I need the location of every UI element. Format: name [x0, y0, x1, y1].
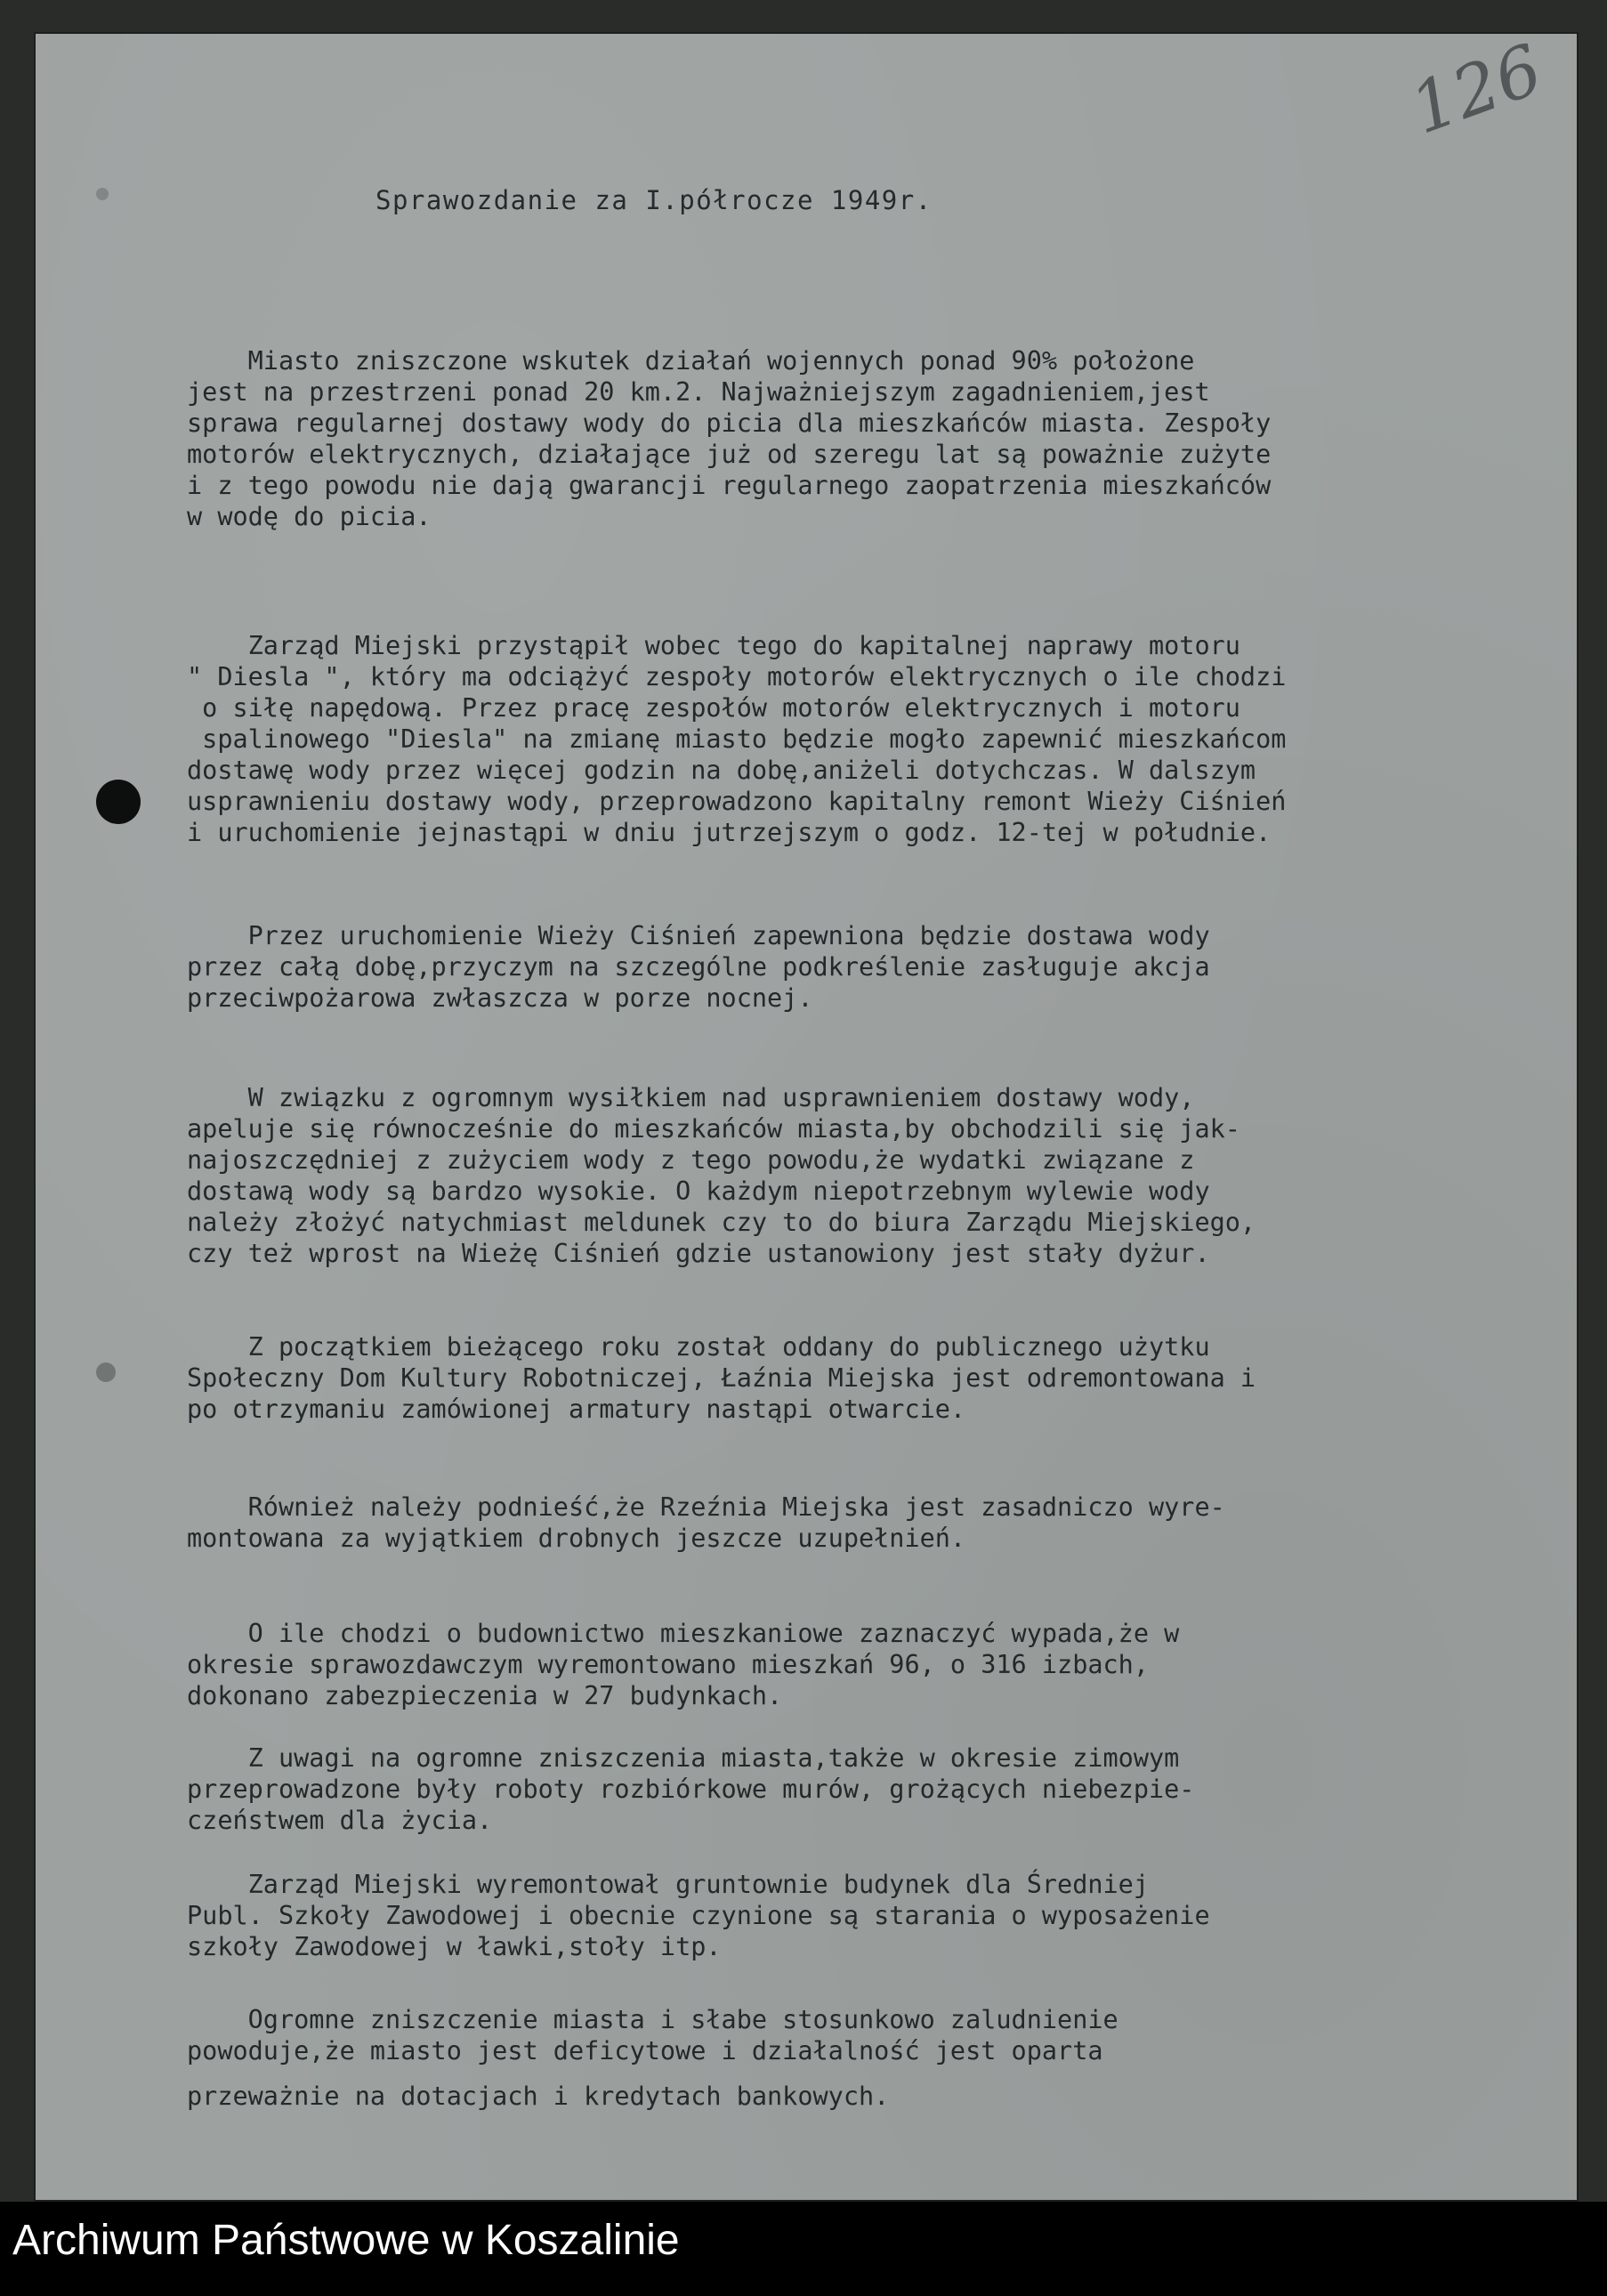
text-line: sprawa regularnej dostawy wody do picia dla mieszkańców miasta. Zespoły — [187, 408, 1272, 438]
handwritten-page-number: 126 — [1401, 29, 1553, 150]
text-line: przeprowadzone były roboty rozbiórkowe murów, grożących niebezpie- — [187, 1775, 1195, 1804]
text-line: okresie sprawozdawczym wyremontowano mieszkań 96, o 316 izbach, — [187, 1650, 1149, 1679]
text-line: czeństwem dla życia. — [187, 1806, 493, 1835]
paragraph-1 — [187, 345, 1553, 532]
text-line: szkoły Zawodowej w ławki,stoły itp. — [187, 1932, 722, 1961]
document-title: Sprawozdanie za I.półrocze 1949r. — [376, 185, 933, 215]
text-line: Ogromne zniszczenie miasta i słabe stosunkowo zaludnienie — [187, 2005, 1118, 2034]
text-line: dokonano zabezpieczenia w 27 budynkach. — [187, 1681, 783, 1710]
binder-hole-lower — [96, 1362, 116, 1382]
paragraph-7 — [187, 1618, 1553, 1711]
text-line: przez całą dobę,przyczym na szczególne podkreślenie zasługuje akcja — [187, 952, 1210, 982]
text-line: Przez uruchomienie Wieży Ciśnień zapewniona będzie dostawa wody — [187, 921, 1210, 950]
text-line: Zarząd Miejski przystąpił wobec tego do kapitalnej naprawy motoru — [187, 631, 1240, 660]
paragraph-5 — [187, 1331, 1553, 1425]
binder-hole-middle — [96, 780, 141, 824]
text-line: motorów elektrycznych, działające już od szeregu lat są poważnie zużyte — [187, 440, 1272, 469]
text-line: najoszczędniej z zużyciem wody z tego powodu,że wydatki związane z — [187, 1145, 1195, 1175]
text-line: jest na przestrzeni ponad 20 km.2. Najważniejszym zagadnieniem,jest — [187, 377, 1210, 407]
paragraph-3 — [187, 920, 1553, 1014]
text-line: O ile chodzi o budownictwo mieszkaniowe zaznaczyć wypada,że w — [187, 1619, 1180, 1648]
text-line: spalinowego "Diesla" na zmianę miasto będzie mogło zapewnić mieszkańcom — [187, 724, 1287, 754]
archive-name: Archiwum Państwowe w Koszalinie — [12, 2217, 680, 2264]
text-line: montowana za wyjątkiem drobnych jeszcze uzupełnień. — [187, 1524, 966, 1553]
text-line: Miasto zniszczone wskutek działań wojennych ponad 90% położone — [187, 346, 1195, 376]
text-line: przeciwpożarowa zwłaszcza w porze nocnej. — [187, 983, 813, 1013]
text-line: usprawnieniu dostawy wody, przeprowadzono kapitalny remont Wieży Ciśnień — [187, 787, 1287, 816]
text-line: Publ. Szkoły Zawodowej i obecnie czynione są starania o wyposażenie — [187, 1901, 1210, 1930]
paragraph-6 — [187, 1492, 1553, 1554]
text-line: czy też wprost na Wieżę Ciśnień gdzie ustanowiony jest stały dyżur. — [187, 1239, 1210, 1268]
paragraph-10 — [187, 2004, 1553, 2066]
text-line: Z uwagi na ogromne zniszczenia miasta,także w okresie zimowym — [187, 1743, 1180, 1773]
text-line: Społeczny Dom Kultury Robotniczej, Łaźnia Miejska jest odremontowana i — [187, 1363, 1256, 1393]
paragraph-2 — [187, 630, 1553, 848]
text-line: i z tego powodu nie dają gwarancji regularnego zaopatrzenia mieszkańców — [187, 471, 1272, 500]
text-line: powoduje,że miasto jest deficytowe i działalność jest oparta — [187, 2036, 1103, 2066]
text-line: Z początkiem bieżącego roku został oddany do publicznego użytku — [187, 1332, 1210, 1362]
text-line: Również należy podnieść,że Rzeźnia Miejska jest zasadniczo wyre- — [187, 1492, 1225, 1522]
paragraph-8 — [187, 1742, 1553, 1836]
text-line: Zarząd Miejski wyremontował gruntownie budynek dla Średniej — [187, 1870, 1149, 1899]
text-line: dostawę wody przez więcej godzin na dobę,aniżeli dotychczas. W dalszym — [187, 756, 1256, 785]
text-line: należy złożyć natychmiast meldunek czy to do biura Zarządu Miejskiego, — [187, 1208, 1256, 1237]
binder-hole-top — [96, 188, 109, 200]
text-line: W związku z ogromnym wysiłkiem nad usprawnieniem dostawy wody, — [187, 1083, 1195, 1112]
text-line: przeważnie na dotacjach i kredytach bankowych. — [187, 2082, 890, 2111]
paragraph-11 — [187, 2081, 1553, 2112]
text-line: o siłę napędową. Przez pracę zespołów motorów elektrycznych i motoru — [187, 693, 1240, 723]
text-line: " Diesla ", który ma odciążyć zespoły motorów elektrycznych o ile chodzi — [187, 662, 1287, 691]
paragraph-9 — [187, 1869, 1553, 1962]
text-line: w wodę do picia. — [187, 502, 432, 531]
text-line: i uruchomienie jejnastąpi w dniu jutrzejszym o godz. 12-tej w południe. — [187, 818, 1272, 847]
text-line: apeluje się równocześnie do mieszkańców miasta,by obchodzili się jak- — [187, 1114, 1240, 1144]
text-line: dostawą wody są bardzo wysokie. O każdym niepotrzebnym wylewie wody — [187, 1176, 1210, 1206]
text-line: po otrzymaniu zamówionej armatury nastąpi otwarcie. — [187, 1395, 966, 1424]
paragraph-4 — [187, 1082, 1553, 1269]
archive-footer-bar — [0, 2202, 1607, 2296]
